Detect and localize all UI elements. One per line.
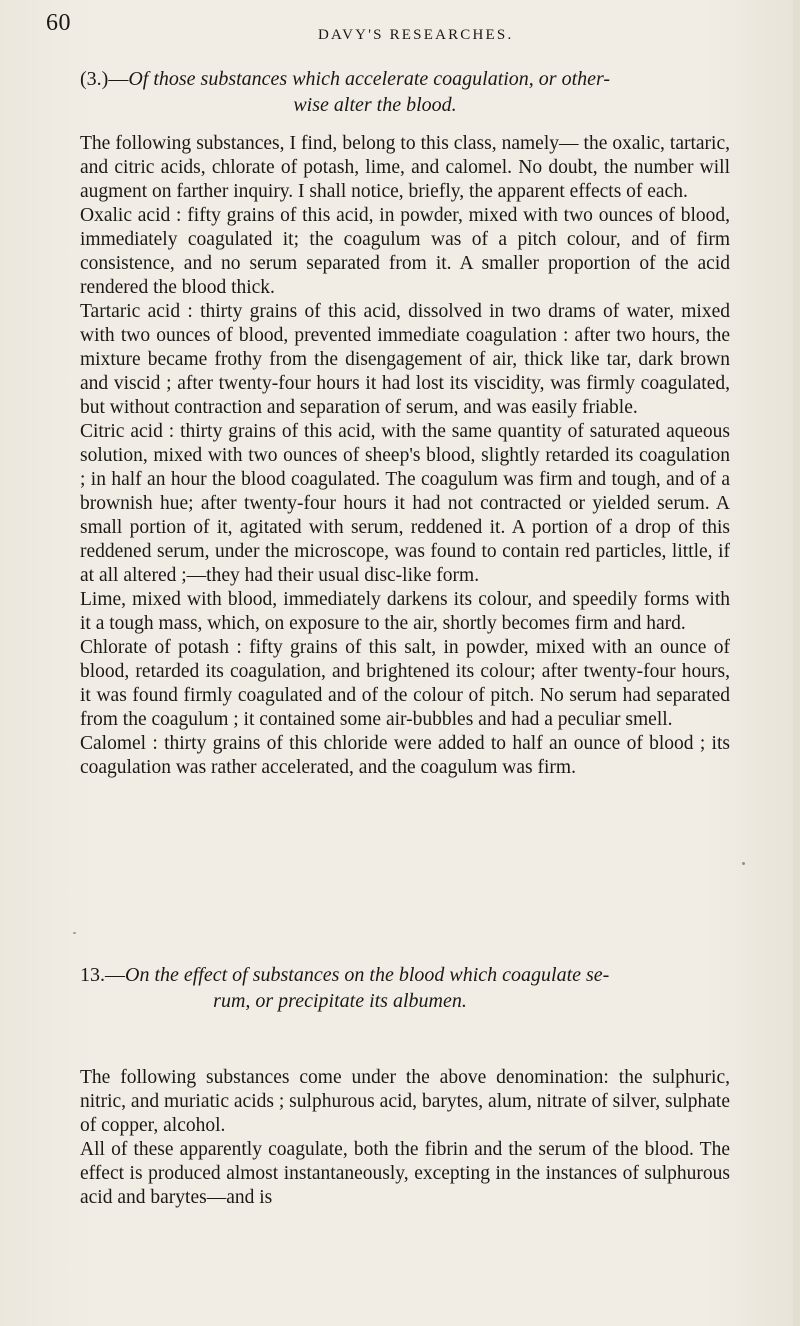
section-title-line-2: rum, or precipitate its albumen.	[213, 990, 467, 1012]
paragraph: Chlorate of potash : fifty grains of this salt, in powder, mixed with an ounce of blood, retarded its coagulation, and brightened its colour; after twenty-four hours, it was found firmly coagulated and of the colour of pitch. No serum had separated from the coagulum ; it contained some air-bubbles and had a peculiar smell.	[80, 637, 730, 730]
section-dash: —	[108, 68, 129, 90]
paragraph: Lime, mixed with blood, immediately darkens its colour, and speedily forms with it a tough mass, which, on exposure to the air, shortly becomes firm and hard.	[80, 589, 730, 634]
section-13-body	[80, 1066, 730, 1210]
paragraph: Citric acid : thirty grains of this acid, with the same quantity of saturated aqueous solution, mixed with two ounces of sheep's blood, slightly retarded its coagulation ; in half an hour the blood coagulated. The coagulum was firm and tough, and of a brownish hue; after twenty-four hours it had not contracted or yielded serum. A small portion of it, agitated with serum, reddened it. A portion of a drop of this reddened serum, under the microscope, was found to contain red particles, little, if at all altered ;—they had their usual disc-like form.	[80, 421, 730, 586]
page-edge-shadow	[793, 0, 800, 1326]
paragraph: Calomel : thirty grains of this chloride were added to half an ounce of blood ; its coagulation was rather accelerated, and the coagulum was firm.	[80, 733, 730, 778]
section-3-body	[80, 132, 730, 780]
section-title-line-2: wise alter the blood.	[293, 94, 457, 116]
section-number: 13.	[80, 964, 105, 986]
page-number: 60	[46, 10, 71, 36]
paragraph: All of these apparently coagulate, both the fibrin and the serum of the blood. The effect is produced almost instantaneously, excepting in the instances of sulphurous acid and barytes—and is	[80, 1139, 730, 1208]
section-title-line-1: Of those substances which accelerate coagulation, or other-	[128, 68, 611, 90]
paper-speck	[73, 932, 76, 934]
paragraph: Tartaric acid : thirty grains of this acid, dissolved in two drams of water, mixed with two ounces of blood, prevented immediate coagulation : after two hours, the mixture became frothy from the disengagement of air, thick like tar, dark brown and viscid ; after twenty-four hours it had lost its viscidity, was firmly coagulated, but without contraction and separation of serum, and was easily friable.	[80, 301, 730, 418]
paragraph: The following substances, I find, belong to this class, namely— the oxalic, tartaric, and citric acids, chlorate of potash, lime, and calomel. No doubt, the number will augment on farther inquiry. I shall notice, briefly, the apparent effects of each.	[80, 133, 730, 202]
paper-speck	[742, 862, 745, 865]
paragraph: The following substances come under the above denomination: the sulphuric, nitric, and muriatic acids ; sulphurous acid, barytes, alum, nitrate of silver, sulphate of copper, alcohol.	[80, 1067, 730, 1136]
section-dash: —	[105, 964, 125, 986]
section-title-line-1: On the effect of substances on the blood which coagulate se-	[125, 964, 610, 986]
section-heading-3	[80, 66, 740, 118]
paragraph: Oxalic acid : fifty grains of this acid, in powder, mixed with two ounces of blood, immediately coagulated it; the coagulum was of a pitch colour, and of firm consistence, and no serum separated from it. A smaller proportion of the acid rendered the blood thick.	[80, 205, 730, 298]
section-heading-13	[80, 962, 740, 1014]
running-head: DAVY'S RESEARCHES.	[318, 27, 514, 43]
section-number: (3.)	[80, 68, 109, 90]
page-header	[46, 8, 696, 44]
